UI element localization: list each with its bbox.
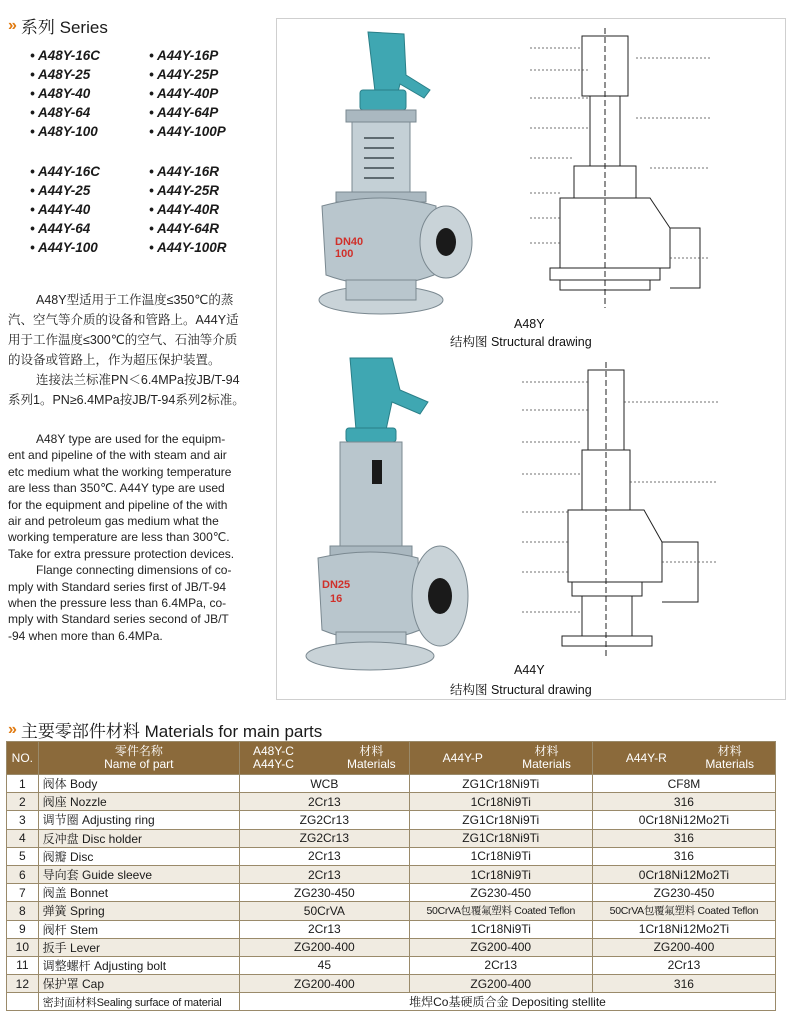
description-cn-line: 系列1。PN≥6.4MPa按JB/T-94系列2标准。 — [8, 393, 245, 407]
cell-part: 导向套 Guide sleeve — [38, 865, 239, 883]
description-cn-line: 的设备或管路上，作为超压保护装置。 — [8, 353, 221, 367]
chevron-right-icon: » — [8, 720, 15, 738]
cell-no: 2 — [7, 793, 39, 811]
description-cn — [8, 290, 270, 410]
cell-material-p: 2Cr13 — [409, 956, 592, 974]
structural-drawing-a44y — [522, 362, 718, 662]
model-list-a48y — [30, 46, 100, 141]
model-item: • A44Y-100 — [30, 240, 98, 255]
table-footer-row — [7, 993, 776, 1011]
cell-material-c: 50CrVA — [240, 902, 410, 920]
cell-part: 阀体 Body — [38, 775, 239, 793]
model-item: • A44Y-25R — [149, 183, 220, 198]
header-model: A48Y-C — [253, 744, 294, 758]
description-en-line: -94 when more than 6.4MPa. — [8, 628, 163, 643]
header-mat-en: Materials — [705, 757, 754, 771]
table-row — [7, 975, 776, 993]
cell-material-r: 316 — [592, 793, 775, 811]
header-model: A44Y-P — [442, 750, 483, 765]
cell-part: 阀瓣 Disc — [38, 847, 239, 865]
description-en-line: A48Y type are used for the equipm- — [36, 432, 226, 446]
model-item: • A44Y-64 — [30, 221, 91, 236]
cell-material-p: ZG230-450 — [409, 884, 592, 902]
model-item: • A44Y-16R — [149, 164, 220, 179]
description-en-line: Flange connecting dimensions of co- — [36, 563, 232, 578]
description-en-line: Take for extra pressure protection devices. — [8, 546, 235, 561]
cell-material-p: 1Cr18Ni9Ti — [409, 793, 592, 811]
cell-material-r: 0Cr18Ni12Mo2Ti — [592, 811, 775, 829]
model-item: • A44Y-40R — [149, 202, 220, 217]
valve-photo-a44y — [300, 350, 480, 680]
cell-material-c: 2Cr13 — [240, 920, 410, 938]
table-row — [7, 847, 776, 865]
model-item: • A44Y-64R — [149, 221, 220, 236]
cell-material-r: 316 — [592, 829, 775, 847]
structural-drawing-a48y — [530, 28, 710, 313]
model-item: • A44Y-16P — [149, 48, 219, 63]
header-part — [38, 742, 239, 775]
table-row — [7, 902, 776, 920]
cell-material-r: CF8M — [592, 775, 775, 793]
cell-no: 5 — [7, 847, 39, 865]
description-cn-line: 汽、空气等介质的设备和管路上。A44Y适 — [8, 313, 239, 327]
cell-material-p: 1Cr18Ni9Ti — [409, 920, 592, 938]
cell-material-p: 1Cr18Ni9Ti — [409, 847, 592, 865]
header-materials-p — [409, 742, 592, 775]
cell-material-r: ZG230-450 — [592, 884, 775, 902]
series-heading — [8, 13, 108, 38]
cell-no: 6 — [7, 865, 39, 883]
table-header-row — [7, 742, 776, 775]
header-model: A44Y-C — [253, 757, 294, 771]
header-mat-cn: 材料 — [717, 744, 742, 758]
cell-material-r: 50CrVA包覆氟塑料 Coated Teflon — [592, 902, 775, 920]
cell-material-c: 2Cr13 — [240, 847, 410, 865]
model-item: • A44Y-64P — [149, 105, 219, 120]
model-item: • A48Y-16C — [30, 48, 101, 63]
cell-no: 10 — [7, 938, 39, 956]
cell-no: 9 — [7, 920, 39, 938]
cell-material-r: 0Cr18Ni12Mo2Ti — [592, 865, 775, 883]
description-cn-line: A48Y型适用于工作温度≤350℃的蒸 — [36, 293, 234, 307]
cell-material-c: 45 — [240, 956, 410, 974]
chevron-right-icon: » — [8, 16, 15, 34]
header-mat-cn: 材料 — [534, 744, 559, 758]
table-row — [7, 884, 776, 902]
header-materials-c — [240, 742, 410, 775]
model-item: • A48Y-40 — [30, 86, 91, 101]
cell-material-c: ZG200-400 — [240, 938, 410, 956]
cell-part: 阀盖 Bonnet — [38, 884, 239, 902]
table-row — [7, 793, 776, 811]
model-item: • A44Y-16C — [30, 164, 101, 179]
cell-material-p: 50CrVA包覆氟塑料 Coated Teflon — [409, 902, 592, 920]
table-row — [7, 938, 776, 956]
cell-no: 4 — [7, 829, 39, 847]
model-item: • A44Y-40 — [30, 202, 91, 217]
cell-material-c: ZG2Cr13 — [240, 829, 410, 847]
materials-table — [6, 741, 776, 1011]
model-list-a44y-c — [30, 162, 100, 257]
sealing-surface-value: 堆焊Co基硬质合金 Depositing stellite — [240, 993, 776, 1011]
cell-no: 11 — [7, 956, 39, 974]
cell-material-c: WCB — [240, 775, 410, 793]
valve-marking-a48y — [335, 236, 363, 260]
cell-no: 7 — [7, 884, 39, 902]
table-row — [7, 956, 776, 974]
cell-material-p: ZG1Cr18Ni9Ti — [409, 775, 592, 793]
cell-material-r: 1Cr18Ni12Mo2Ti — [592, 920, 775, 938]
valve-photo-a48y — [306, 20, 481, 328]
materials-heading-text: 主要零部件材料 Materials for main parts — [20, 722, 323, 741]
description-en-line: for the equipment and pipeline of the with — [8, 497, 228, 512]
table-row — [7, 865, 776, 883]
table-row — [7, 920, 776, 938]
table-row — [7, 829, 776, 847]
figure-model-a48y: A48Y — [514, 317, 545, 331]
header-model: A44Y-R — [625, 750, 667, 765]
model-item: • A48Y-64 — [30, 105, 91, 120]
figure-caption-a44y: 结构图 Structural drawing — [450, 683, 592, 697]
description-cn-line: 用于工作温度≤300℃的空气、石油等介质 — [8, 333, 238, 347]
materials-heading — [8, 717, 322, 742]
cell-material-c: 2Cr13 — [240, 865, 410, 883]
valve-marking-line: 100 — [335, 248, 354, 260]
cell-material-p: ZG200-400 — [409, 938, 592, 956]
cell-material-r: 316 — [592, 975, 775, 993]
cell-no: 8 — [7, 902, 39, 920]
model-item: • A44Y-25 — [30, 183, 91, 198]
header-materials-r — [592, 742, 775, 775]
cell-material-r: 316 — [592, 847, 775, 865]
header-mat-en: Materials — [346, 757, 396, 771]
cell-material-c: 2Cr13 — [240, 793, 410, 811]
header-part-en: Name of part — [104, 757, 174, 771]
header-mat-en: Materials — [522, 757, 571, 771]
figure-model-a44y: A44Y — [514, 663, 545, 677]
cell-material-p: ZG1Cr18Ni9Ti — [409, 811, 592, 829]
cell-material-r: ZG200-400 — [592, 938, 775, 956]
sealing-surface-label: 密封面材料Sealing surface of material — [38, 993, 239, 1011]
description-en-line: mply with Standard series second of JB/T — [8, 612, 229, 627]
description-en-line: when the pressure less than 6.4MPa, co- — [8, 596, 227, 611]
cell-part: 反冲盘 Disc holder — [38, 829, 239, 847]
cell-no: 1 — [7, 775, 39, 793]
model-list-a44y-p — [149, 46, 226, 141]
description-en-line: mply with Standard series first of JB/T-94 — [8, 579, 227, 594]
cell-part: 扳手 Lever — [38, 938, 239, 956]
table-row — [7, 775, 776, 793]
header-no: NO. — [7, 742, 39, 775]
description-en-line: etc medium what the working temperature — [8, 464, 232, 479]
cell-part: 调整螺杆 Adjusting bolt — [38, 956, 239, 974]
description-en-line: working temperature are less than 300℃. — [8, 530, 230, 545]
series-heading-text: 系列 Series — [20, 18, 108, 37]
model-item: • A48Y-25 — [30, 67, 91, 82]
header-part-cn: 零件名称 — [114, 744, 163, 758]
model-item: • A44Y-25P — [149, 67, 219, 82]
cell-part: 阀座 Nozzle — [38, 793, 239, 811]
description-en-line: ent and pipeline of the with steam and air — [8, 448, 227, 463]
cell-part: 保护罩 Cap — [38, 975, 239, 993]
valve-marking-line: DN40 — [335, 236, 364, 248]
cell-part: 调节圈 Adjusting ring — [38, 811, 239, 829]
model-list-a44y-r — [149, 162, 227, 257]
cell-material-c: ZG200-400 — [240, 975, 410, 993]
cell-material-p: ZG1Cr18Ni9Ti — [409, 829, 592, 847]
header-mat-cn: 材料 — [359, 744, 384, 758]
description-cn-line: 连接法兰标准PN＜6.4MPa按JB/T-94 — [36, 373, 240, 387]
cell-material-p: 1Cr18Ni9Ti — [409, 865, 592, 883]
model-item: • A44Y-100R — [149, 240, 227, 255]
cell-part: 弹簧 Spring — [38, 902, 239, 920]
figure-caption-a48y: 结构图 Structural drawing — [450, 335, 592, 349]
cell-material-p: ZG200-400 — [409, 975, 592, 993]
cell-material-c: ZG230-450 — [240, 884, 410, 902]
cell-no: 12 — [7, 975, 39, 993]
cell-empty — [7, 993, 39, 1011]
valve-marking-a44y — [322, 578, 350, 606]
description-en-line: are less than 350℃. A44Y type are used — [8, 481, 225, 496]
table-row — [7, 811, 776, 829]
cell-part: 阀杆 Stem — [38, 920, 239, 938]
cell-material-r: 2Cr13 — [592, 956, 775, 974]
description-en — [8, 431, 270, 644]
cell-no: 3 — [7, 811, 39, 829]
model-item: • A48Y-100 — [30, 124, 98, 139]
description-en-line: air and petroleum gas medium what the — [8, 514, 219, 529]
valve-marking-line: 16 — [330, 593, 343, 605]
model-item: • A44Y-40P — [149, 86, 219, 101]
model-item: • A44Y-100P — [149, 124, 226, 139]
cell-material-c: ZG2Cr13 — [240, 811, 410, 829]
valve-marking-line: DN25 — [322, 579, 351, 591]
